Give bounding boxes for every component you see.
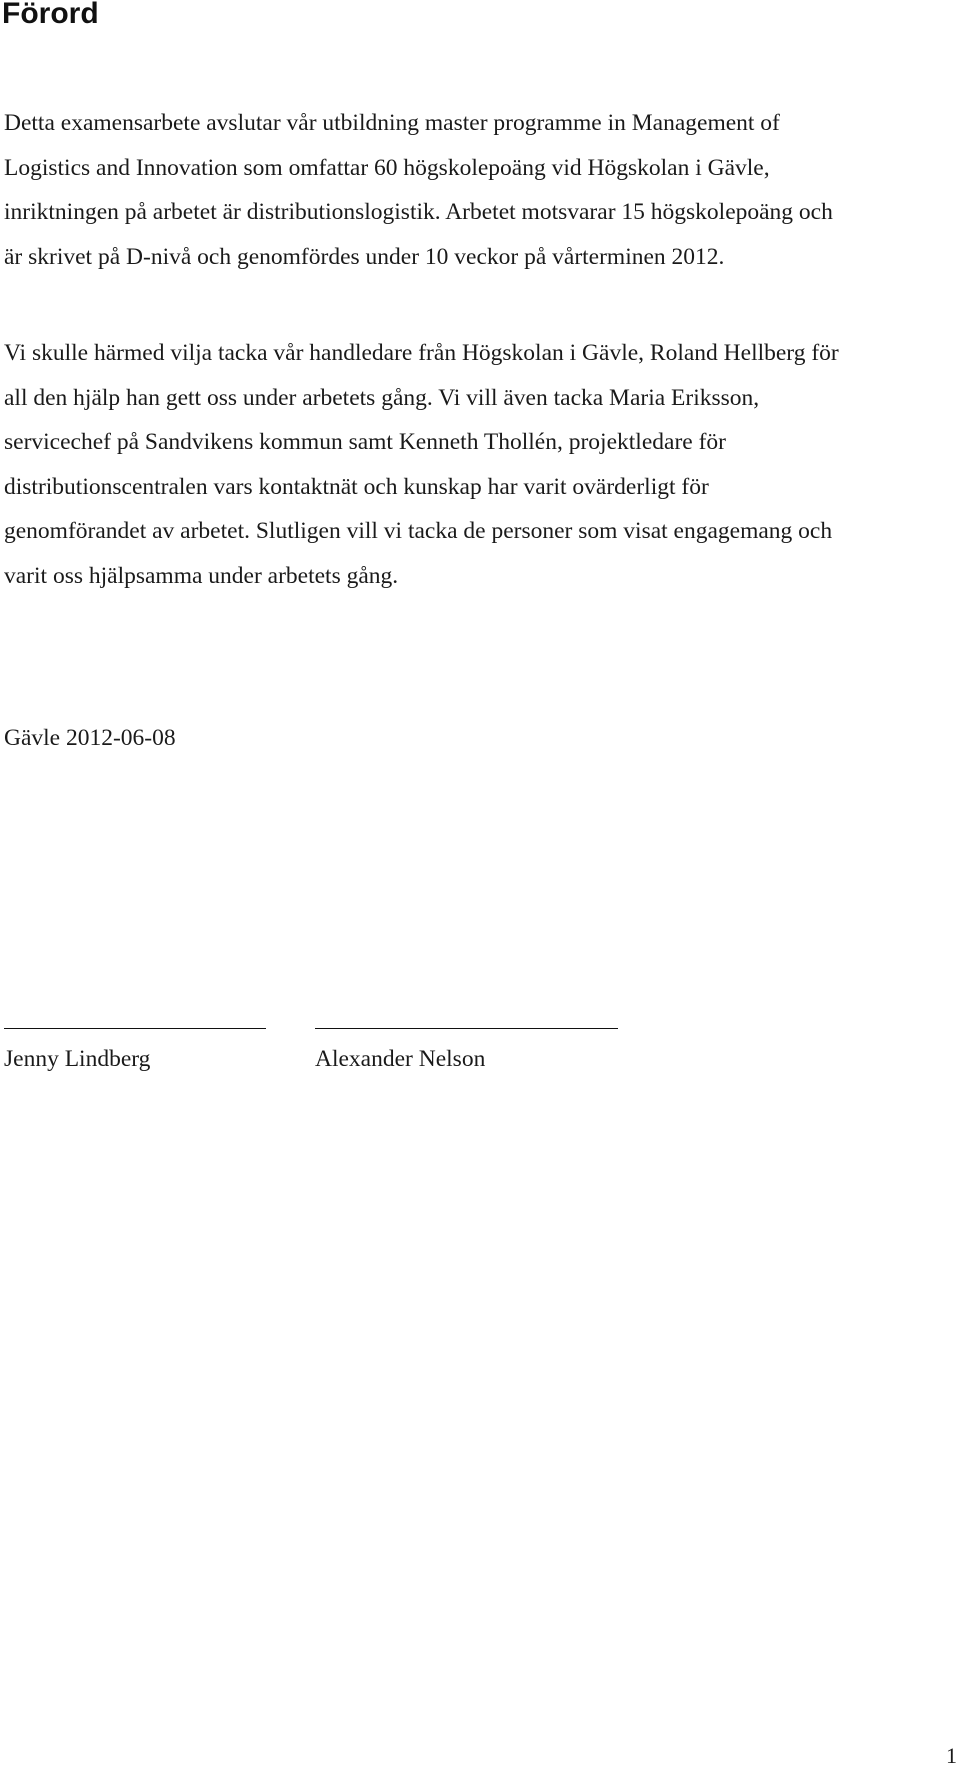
paragraph-intro: [4, 101, 944, 279]
paragraph-line: är skrivet på D-nivå och genomfördes under 10 veckor på vårterminen 2012.: [4, 243, 725, 270]
paragraph-line: distributionscentralen vars kontaktnät och kunskap har varit ovärderligt för: [4, 473, 709, 500]
paragraph-line: Detta examensarbete avslutar vår utbildning master programme in Management of: [4, 110, 780, 136]
paragraph-acknowledgements: [4, 331, 944, 599]
paragraph-line: Vi skulle härmed vilja tacka vår handledare från Högskolan i Gävle, Roland Hellberg för: [4, 340, 839, 366]
page-title: Förord: [2, 0, 99, 30]
paragraph-line: all den hjälp han gett oss under arbetets gång. Vi vill även tacka Maria Eriksson,: [4, 384, 760, 411]
signature-line: [315, 1028, 618, 1029]
paragraph-line: Logistics and Innovation som omfattar 60 högskolepoäng vid Högskolan i Gävle,: [4, 154, 770, 181]
page-number: 1: [946, 1743, 957, 1768]
paragraph-line: genomförandet av arbetet. Slutligen vill vi tacka de personer som visat engagemang och: [4, 518, 833, 545]
signature-name: Jenny Lindberg: [4, 1046, 151, 1072]
signature-line: [4, 1028, 266, 1029]
paragraph-line: inriktningen på arbetet är distributionslogistik. Arbetet motsvarar 15 högskolepoäng och: [4, 199, 833, 226]
place-date: Gävle 2012-06-08: [4, 725, 176, 751]
paragraph-line: varit oss hjälpsamma under arbetets gång.: [4, 562, 399, 589]
paragraph-line: servicechef på Sandvikens kommun samt Kenneth Thollén, projektledare för: [4, 429, 726, 456]
signature-name: Alexander Nelson: [315, 1046, 486, 1072]
